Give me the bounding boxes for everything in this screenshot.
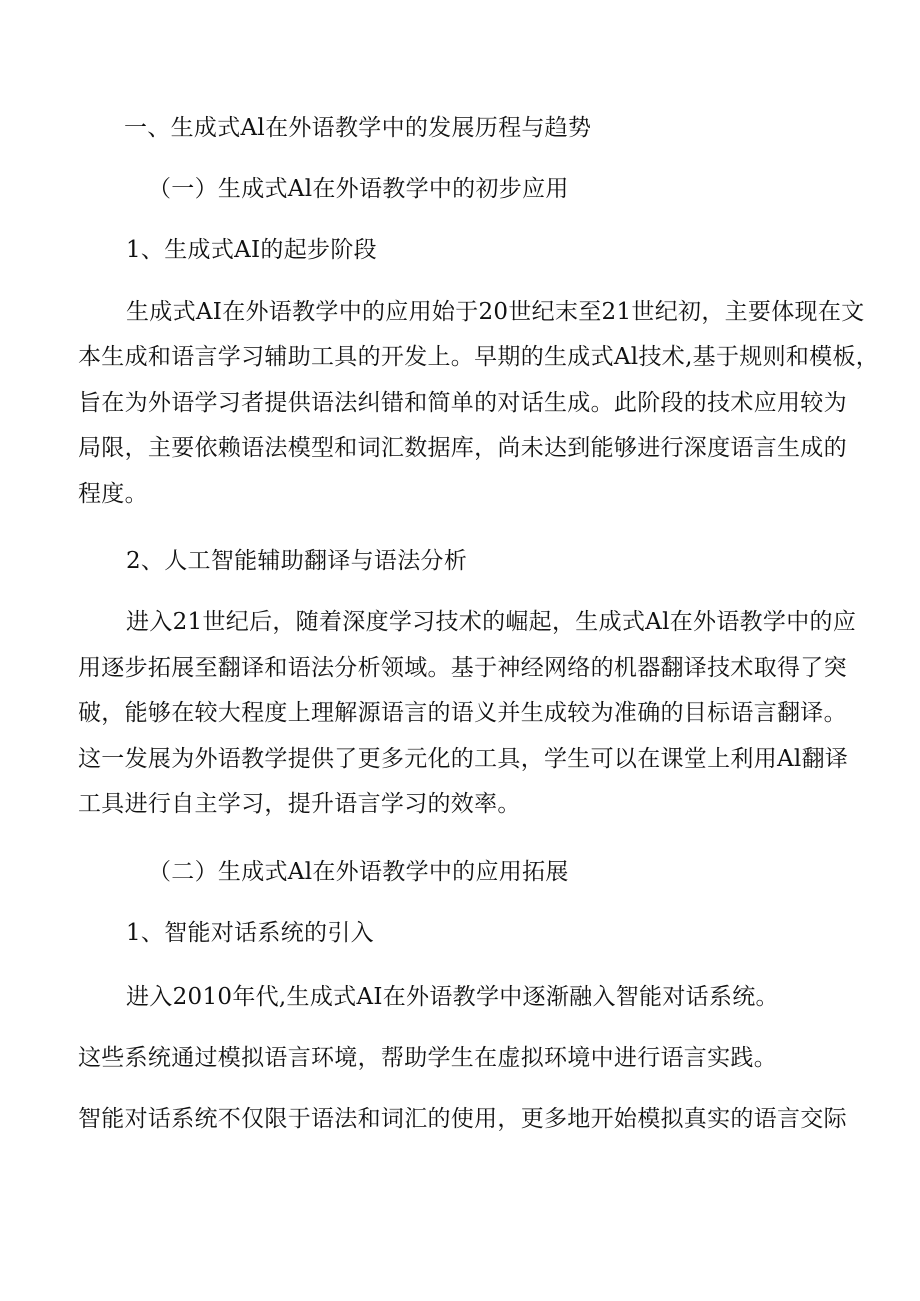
paragraph-line: 进入21世纪后，随着深度学习技术的崛起，生成式Al在外语教学中的应: [126, 609, 857, 635]
paragraph-line: 智能对话系统不仅限于语法和词汇的使用，更多地开始模拟真实的语言交际: [78, 1106, 847, 1132]
section-1-title: （一）生成式Al在外语教学中的初步应用: [148, 176, 569, 202]
section-1-sub-1-title: 1、生成式AI的起步阶段: [126, 237, 377, 263]
paragraph-line: 程度。: [78, 481, 148, 507]
paragraph-line: 破，能够在较大程度上理解源语言的语义并生成较为准确的目标语言翻译。: [78, 700, 847, 726]
paragraph-line: 用逐步拓展至翻译和语法分析领域。基于神经网络的机器翻译技术取得了突: [78, 655, 847, 681]
heading-level-1: 一、生成式Al在外语教学中的发展历程与趋势: [124, 115, 592, 141]
paragraph-line: 这些系统通过模拟语言环境，帮助学生在虚拟环境中进行语言实践。: [78, 1045, 777, 1071]
paragraph-line: 生成式AI在外语教学中的应用始于20世纪末至21世纪初，主要体现在文: [126, 299, 865, 325]
paragraph-line: 进入2010年代,生成式AI在外语教学中逐渐融入智能对话系统。: [126, 984, 779, 1010]
paragraph-line: 工具进行自主学习，提升语言学习的效率。: [78, 791, 521, 817]
paragraph-line: 本生成和语言学习辅助工具的开发上。早期的生成式Al技术,基于规则和模板，: [78, 344, 880, 370]
section-2-sub-1-title: 1、智能对话系统的引入: [126, 920, 374, 946]
section-1-sub-2-title: 2、人工智能辅助翻译与语法分析: [126, 548, 468, 574]
paragraph-line: 这一发展为外语教学提供了更多元化的工具，学生可以在课堂上利用Al翻译: [78, 746, 849, 772]
paragraph-line: 旨在为外语学习者提供语法纠错和简单的对话生成。此阶段的技术应用较为: [78, 390, 847, 416]
section-2-title: （二）生成式Al在外语教学中的应用拓展: [148, 859, 569, 885]
paragraph-line: 局限，主要依赖语法模型和词汇数据库，尚未达到能够进行深度语言生成的: [78, 435, 847, 461]
